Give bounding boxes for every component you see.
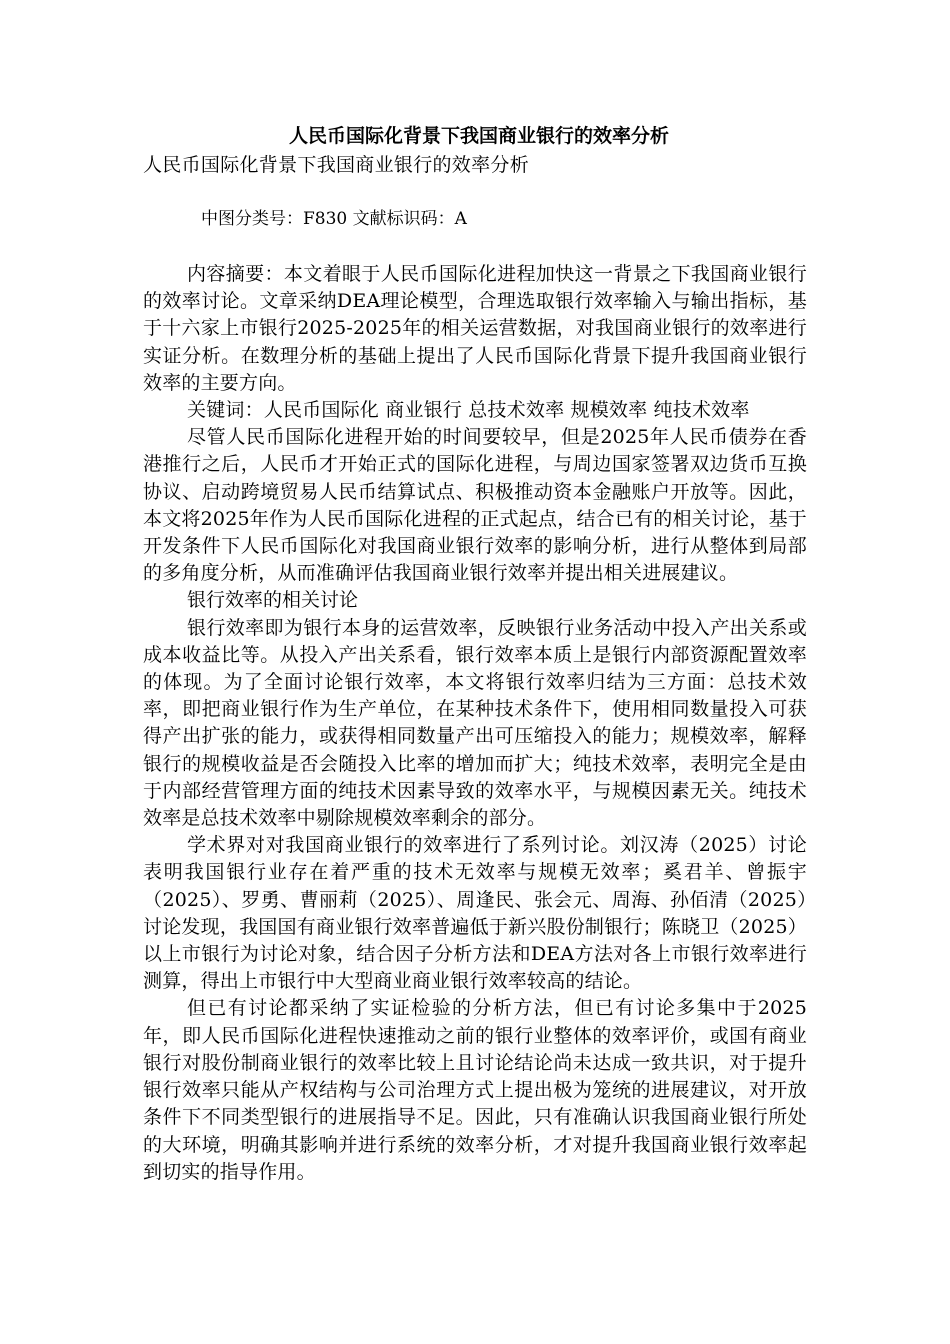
body-paragraph-3: 但已有讨论都采纳了实证检验的分析方法，但已有讨论多集中于2025年，即人民币国际化进程快速推动之前的银行业整体的效率评价，或国有商业银行对股份制商业银行的效率比较上且讨论结论尚未达成一致共识，对于提升银行效率只能从产权结构与公司治理方式上提出极为笼统的进展建议，对开放条件下不同类型银行的进展指导不足。因此，只有准确认识我国商业银行所处的大环境，明确其影响并进行系统的效率分析，才对提升我国商业银行效率起到切实的指导作用。 [143,997,807,1183]
body-paragraph-1: 银行效率即为银行本身的运营效率，反映银行业务活动中投入产出关系或成本收益比等。从投入产出关系看，银行效率本质上是银行内部资源配置效率的体现。为了全面讨论银行效率，本文将银行效率归结为三方面：总技术效率，即把商业银行作为生产单位，在某种技术条件下，使用相同数量投入可获得产出扩张的能力，或获得相同数量产出可压缩投入的能力；规模效率，解释银行的规模收益是否会随投入比率的增加而扩大；纯技术效率，表明完全是由于内部经营管理方面的纯技术因素导致的效率水平，与规模因素无关。纯技术效率是总技术效率中剔除规模效率剩余的部分。 [143,616,807,830]
body-paragraph-2: 学术界对对我国商业银行的效率进行了系列讨论。刘汉涛（2025）讨论表明我国银行业存在着严重的技术无效率与规模无效率；奚君羊、曾振宇（2025）、罗勇、曹丽莉（2025）、周逢民、张会元、周海、孙佰清（2025）讨论发现，我国国有商业银行效率普遍低于新兴股份制银行；陈晓卫（2025）以上市银行为讨论对象，结合因子分析方法和DEA方法对各上市银行效率进行测算，得出上市银行中大型商业商业银行效率较高的结论。 [143,834,807,993]
document-page [143,121,807,1186]
keywords-paragraph: 关键词：人民币国际化 商业银行 总技术效率 规模效率 纯技术效率 [187,399,750,422]
abstract-paragraph: 内容摘要：本文着眼于人民币国际化进程加快这一背景之下我国商业银行的效率讨论。文章采纳DEA理论模型，合理选取银行效率输入与输出指标，基于十六家上市银行2025-2025年的相关运营数据，对我国商业银行的效率进行实证分析。在数理分析的基础上提出了人民币国际化背景下提升我国商业银行效率的主要方向。 [143,263,807,394]
intro-paragraph: 尽管人民币国际化进程开始的时间要较早，但是2025年人民币债券在香港推行之后，人民币才开始正式的国际化进程，与周边国家签署双边货币互换协议、启动跨境贸易人民币结算试点、积极推动资本金融账户开放等。因此，本文将2025年作为人民币国际化进程的正式起点，结合已有的相关讨论，基于开发条件下人民币国际化对我国商业银行效率的影响分析，进行从整体到局部的多角度分析，从而准确评估我国商业银行效率并提出相关进展建议。 [143,426,807,585]
classification-line: 中图分类号：F830 文献标识码：A [201,209,467,229]
document-subtitle: 人民币国际化背景下我国商业银行的效率分析 [143,154,530,176]
document-title: 人民币国际化背景下我国商业银行的效率分析 [288,125,669,147]
section-heading: 银行效率的相关讨论 [187,589,359,612]
